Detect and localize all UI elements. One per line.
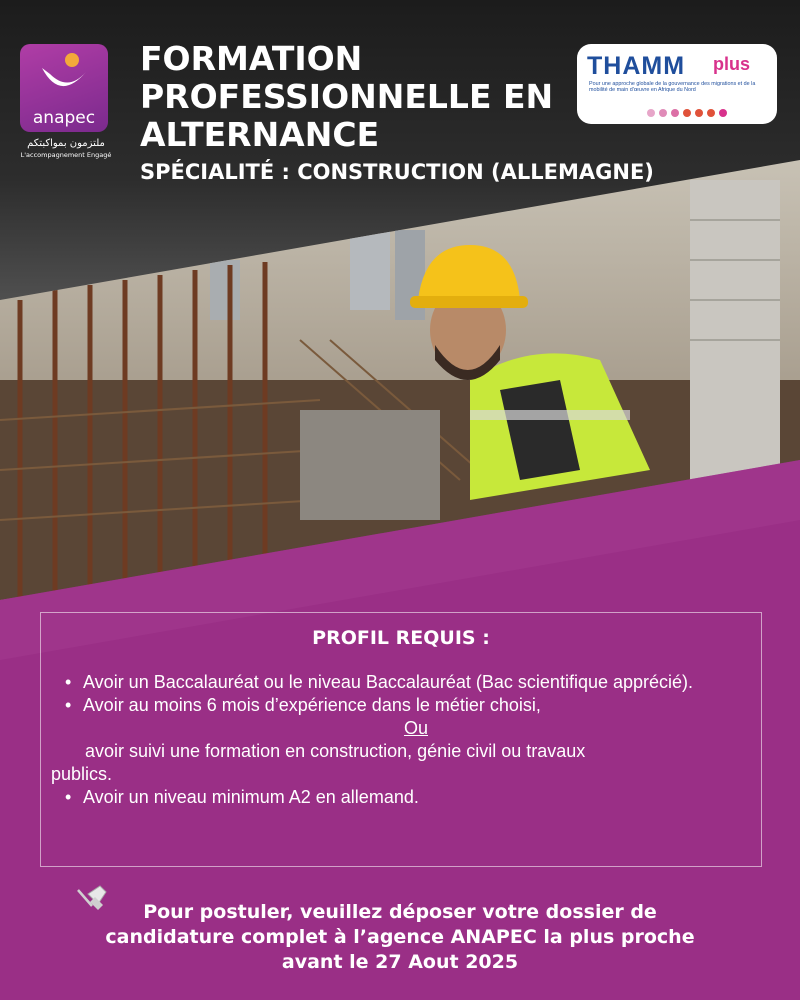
footer-line-3: avant le 27 Aout 2025 [281,951,519,973]
page-title [140,40,560,154]
anapec-arabic-tagline: ملتزمون بمواكبتكم [27,138,105,149]
thamm-wordmark: THAMM [587,52,686,80]
or-label: Ou [403,718,428,738]
application-instructions [60,900,740,975]
thamm-dots-decoration [647,104,767,114]
specialty-subtitle: SPÉCIALITÉ : CONSTRUCTION (ALLEMAGNE) [140,160,654,184]
requirements-list [51,671,761,809]
requirement-item-3: • Avoir un niveau minimum A2 en allemand. [51,786,761,809]
anapec-figure-icon [20,44,108,114]
title-line-2: PROFESSIONNELLE EN [140,77,554,116]
thamm-plus-logo [577,44,777,124]
anapec-wordmark: anapec [32,108,96,128]
anapec-logo [20,44,112,164]
requirements-title: PROFIL REQUIS : [312,627,490,649]
anapec-tagline: L'accompagnement Engagé [20,151,112,159]
thamm-description: Pour une approche globale de la gouvernance des migrations et de la mobilité de main d'œuvre en Afrique du Nord [589,81,756,94]
footer-line-1: Pour postuler, veuillez déposer votre dossier de [143,901,657,923]
title-line-3: ALTERNANCE [140,115,380,154]
requirement-alternative-line-2: publics. [51,764,113,784]
anapec-logo-mark [20,44,108,132]
requirement-alternative-line-1: avoir suivi une formation en construction, génie civil ou travaux [85,741,586,761]
requirement-item-1: • Avoir un Baccalauréat ou le niveau Baccalauréat (Bac scientifique apprécié). [51,671,761,694]
thamm-plus-suffix: plus [713,54,751,74]
title-line-1: FORMATION [140,39,363,78]
footer-line-2: candidature complet à l’agence ANAPEC la plus proche [105,926,695,948]
requirement-item-2: • Avoir au moins 6 mois d’expérience dans le métier choisi, [51,694,761,717]
requirements-box [40,612,762,867]
